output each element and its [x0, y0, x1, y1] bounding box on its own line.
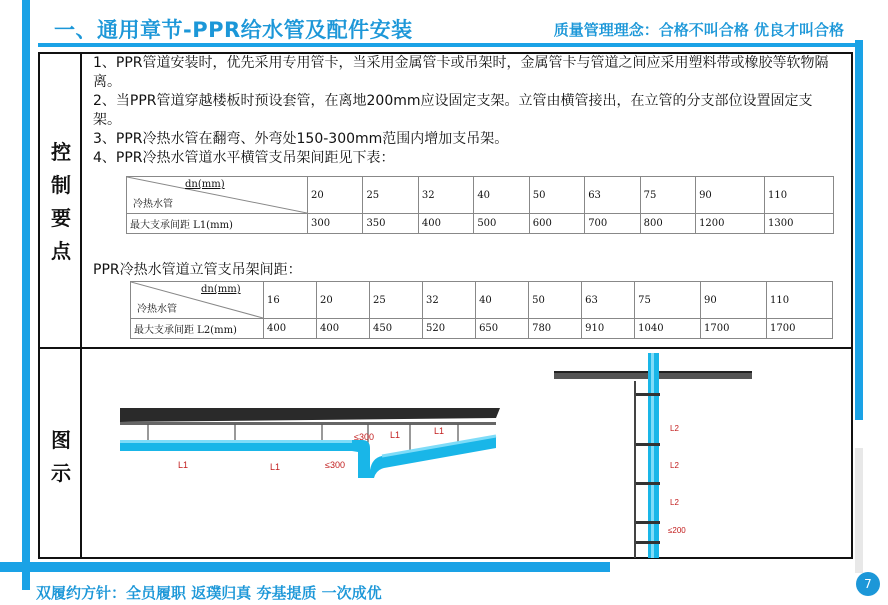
table1-value: 800 — [640, 214, 695, 234]
fig-label-le300: ≤300 — [354, 432, 374, 442]
table2-header: 75 — [635, 282, 701, 319]
table1-value: 600 — [529, 214, 584, 234]
fig-label-le300: ≤300 — [325, 460, 345, 470]
table2-value: 400 — [264, 319, 317, 339]
table2-header: 25 — [370, 282, 423, 319]
table2-value: 450 — [370, 319, 423, 339]
right-gray-bar — [855, 448, 863, 573]
table1-header: 63 — [585, 177, 640, 214]
table2-header: 40 — [476, 282, 529, 319]
page-number: 7 — [856, 572, 880, 596]
control-points-text — [93, 54, 838, 168]
table2-value: 650 — [476, 319, 529, 339]
table1-value: 300 — [308, 214, 363, 234]
table2-header: 90 — [701, 282, 767, 319]
table1-value: 700 — [585, 214, 640, 234]
table2-value: 910 — [582, 319, 635, 339]
fig-label-l1: L1 — [178, 460, 189, 470]
table2-header: 20 — [317, 282, 370, 319]
table1-value: 400 — [418, 214, 473, 234]
left-accent-bar — [22, 0, 30, 590]
table2-corner-cell: dn(mm) 冷热水管 — [131, 282, 264, 319]
table1-header: 25 — [363, 177, 418, 214]
vertical-table-title: PPR冷热水管道立管支吊架间距： — [93, 262, 302, 278]
table1-value: 1200 — [696, 214, 765, 234]
table1-value: 500 — [474, 214, 529, 234]
table1-header: 75 — [640, 177, 695, 214]
fig-label-le200: ≤200 — [668, 526, 686, 535]
footer-accent-bar — [0, 562, 610, 572]
table2-value: 1700 — [701, 319, 767, 339]
table2-value: 400 — [317, 319, 370, 339]
control-points-label: 控 制 要 点 — [51, 140, 71, 263]
fig-label-l1: L1 — [390, 430, 401, 440]
fig-label-l2: L2 — [670, 461, 679, 470]
point-4: 4、PPR冷热水管道水平横管支吊架间距见下表： — [93, 150, 395, 166]
figure-label: 图 示 — [51, 428, 71, 485]
vertical-spacing-table — [130, 281, 833, 339]
table1-row-label: 最大支承间距 L1(mm) — [127, 214, 308, 234]
table1-header: 90 — [696, 177, 765, 214]
table1-corner-cell: dn(mm) 冷热水管 — [127, 177, 308, 214]
point-1: 1、PPR管道安装时，优先采用专用管卡，当采用金属管卡或吊架时，金属管卡与管道之间应采用塑料带或橡胶等软物隔离。 — [93, 55, 829, 90]
page-title: 一、通用章节-PPR给水管及配件安装 — [54, 18, 413, 42]
table1-header: 50 — [529, 177, 584, 214]
table2-header: 63 — [582, 282, 635, 319]
table2-value: 520 — [423, 319, 476, 339]
table1-value: 1300 — [765, 214, 834, 234]
table2-header: 16 — [264, 282, 317, 319]
point-2: 2、当PPR管道穿越楼板时预设套管，在离地200mm应设固定支架。立管由横管接出，在立管的分支部位设置固定支架。 — [93, 93, 813, 128]
vertical-pipe-diagram — [552, 353, 752, 558]
table2-header: 110 — [766, 282, 832, 319]
fig-label-l2: L2 — [670, 424, 679, 433]
quality-motto: 质量管理理念：合格不叫合格 优良才叫合格 — [553, 21, 844, 39]
horizontal-spacing-table — [126, 176, 834, 234]
fig-label-l2: L2 — [670, 498, 679, 507]
table2-header: 32 — [423, 282, 476, 319]
table1-value: 350 — [363, 214, 418, 234]
table2-value: 1040 — [635, 319, 701, 339]
table1-header: 110 — [765, 177, 834, 214]
table1-header: 20 — [308, 177, 363, 214]
footer-policy: 双履约方针：全员履职 返璞归真 夯基提质 一次成优 — [36, 584, 382, 602]
table2-row-label: 最大支承间距 L2(mm) — [131, 319, 264, 339]
point-3: 3、PPR冷热水管在翻弯、外弯处150-300mm范围内增加支吊架。 — [93, 131, 509, 147]
fig-label-l1: L1 — [270, 462, 281, 472]
section-divider — [38, 347, 853, 349]
table2-value: 780 — [529, 319, 582, 339]
horizontal-pipe-diagram — [120, 400, 500, 480]
table2-header: 50 — [529, 282, 582, 319]
table1-header: 40 — [474, 177, 529, 214]
fig-label-l1: L1 — [434, 426, 445, 436]
table2-value: 1700 — [766, 319, 832, 339]
table1-header: 32 — [418, 177, 473, 214]
right-accent-bar — [855, 40, 863, 420]
